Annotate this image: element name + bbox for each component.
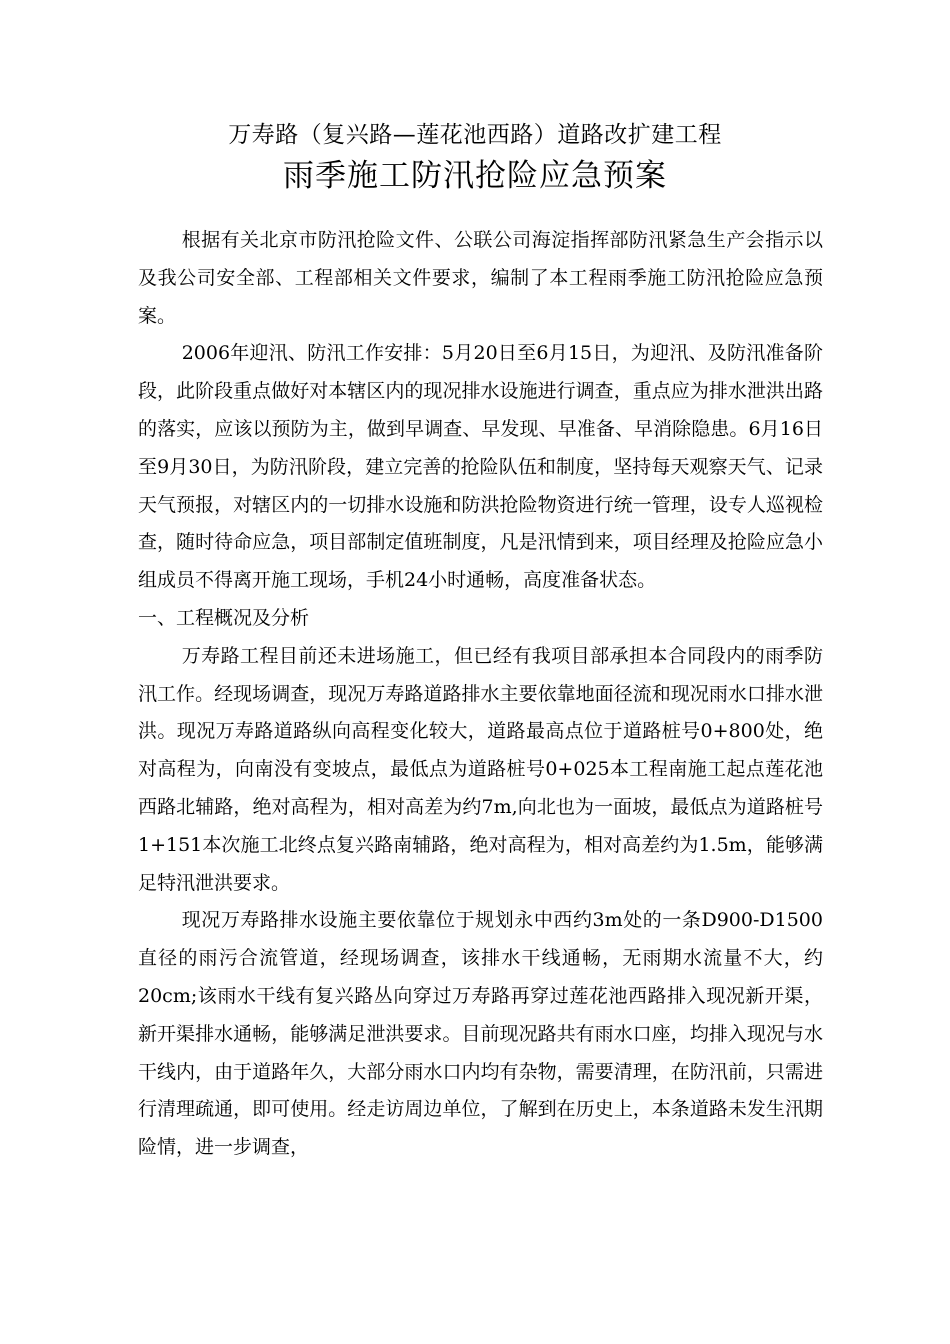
schedule-paragraph: 2006年迎汛、防汛工作安排：5月20日至6月15日，为迎汛、及防汛准备阶段，此阶段重点做好对本辖区内的现况排水设施进行调查，重点应为排水泄洪出路的落实，应该以预防为主，做到早调查、早发现、早准备、早消除隐患。6月16日至9月30日，为防汛阶段，建立完善的抢险队伍和制度，坚持每天观察天气、记录天气预报，对辖区内的一切排水设施和防洪抢险物资进行统一管理，设专人巡视检查，随时待命应急，项目部制定值班制度，凡是汛情到来，项目经理及抢险应急小组成员不得离开施工现场，手机24小时通畅，高度准备状态。 [138, 342, 823, 592]
intro-paragraph: 根据有关北京市防汛抢险文件、公联公司海淀指挥部防汛紧急生产会指示以及我公司安全部、工程部相关文件要求，编制了本工程雨季施工防汛抢险应急预案。 [138, 229, 823, 327]
drainage-paragraph: 现况万寿路排水设施主要依靠位于规划永中西约3m处的一条D900-D1500直径的雨污合流管道，经现场调查，该排水干线通畅，无雨期水流量不大，约20cm;该雨水干线有复兴路丛向穿过万寿路再穿过莲花池西路排入现况新开渠，新开渠排水通畅，能够满足泄洪要求。目前现况路共有雨水口座，均排入现况与水干线内，由于道路年久，大部分雨水口内均有杂物，需要清理，在防汛前，只需进行清理疏通，即可使用。经走访周边单位，了解到在历史上，本条道路未发生汛期险情，进一步调查， [138, 909, 823, 1159]
document-body [138, 222, 823, 1167]
overview-paragraph: 万寿路工程目前还未进场施工，但已经有我项目部承担本合同段内的雨季防汛工作。经现场调查，现况万寿路道路排水主要依靠地面径流和现况雨水口排水泄洪。现况万寿路道路纵向高程变化较大，道路最高点位于道路桩号0+800处，绝对高程为，向南没有变坡点，最低点为道路桩号0+025本工程南施工起点莲花池西路北辅路，绝对高程为，相对高差为约7m,向北也为一面坡，最低点为道路桩号1+151本次施工北终点复兴路南辅路，绝对高程为，相对高差约为1.5m，能够满足特汛泄洪要求。 [138, 644, 823, 894]
document-subtitle: 万寿路（复兴路—莲花池西路）道路改扩建工程 [228, 122, 722, 148]
section-heading: 一、工程概况及分析 [138, 606, 310, 629]
title-block [0, 118, 950, 198]
document-title: 雨季施工防汛抢险应急预案 [283, 158, 667, 194]
